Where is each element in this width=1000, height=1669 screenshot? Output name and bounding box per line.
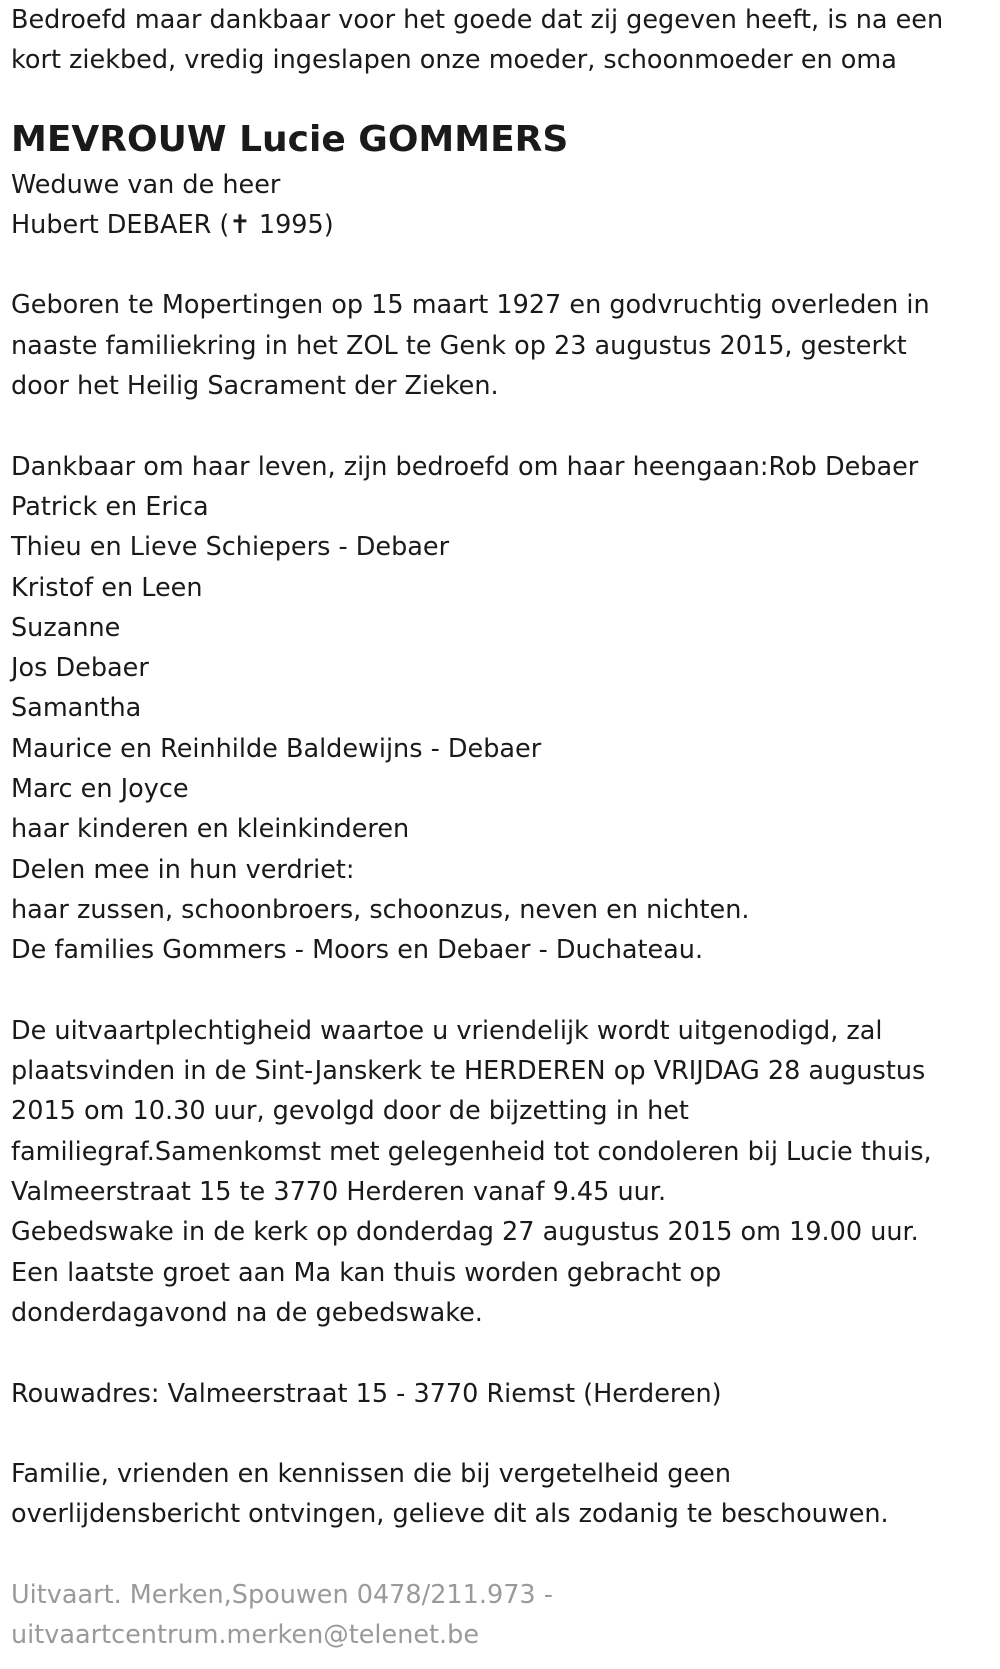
funeral-line: donderdagavond na de gebedswake. <box>11 1297 483 1328</box>
notice-paragraph <box>11 1454 1000 1535</box>
birth-line: door het Heilig Sacrament der Zieken. <box>11 371 499 402</box>
family-line: Samantha <box>11 693 142 724</box>
footer-line: Uitvaart. Merken,Spouwen 0478/211.973 - <box>11 1579 553 1610</box>
funeral-line: Valmeerstraat 15 te 3770 Herderen vanaf 9.45 uur. <box>11 1177 667 1208</box>
funeral-home-footer <box>11 1575 1000 1656</box>
birth-line: naaste familiekring in het ZOL te Genk op 23 augustus 2015, gesterkt <box>11 330 907 361</box>
family-line: Kristof en Leen <box>11 572 203 603</box>
funeral-line: familiegraf.Samenkomst met gelegenheid tot condoleren bij Lucie thuis, <box>11 1136 932 1167</box>
family-line: Dankbaar om haar leven, zijn bedroefd om haar heengaan:Rob Debaer <box>11 451 919 482</box>
notice-line: Familie, vrienden en kennissen die bij vergetelheid geen <box>11 1459 731 1490</box>
paragraph-gap <box>11 1414 1000 1454</box>
paragraph-gap <box>11 971 1000 1011</box>
mourning-address: Rouwadres: Valmeerstraat 15 - 3770 Riemst (Herderen) <box>11 1378 722 1409</box>
funeral-line: Een laatste groet aan Ma kan thuis worden gebracht op <box>11 1257 722 1288</box>
notice-line: overlijdensbericht ontvingen, gelieve dit als zodanig te beschouwen. <box>11 1499 889 1530</box>
paragraph-gap <box>11 245 1000 285</box>
family-line: haar zussen, schoonbroers, schoonzus, neven en nichten. <box>11 894 750 925</box>
deceased-name: MEVROUW Lucie GOMMERS <box>11 118 569 160</box>
funeral-paragraph <box>11 1011 1000 1333</box>
family-line: Thieu en Lieve Schiepers - Debaer <box>11 532 450 563</box>
birth-paragraph <box>11 285 1000 406</box>
family-line: De families Gommers - Moors en Debaer - Duchateau. <box>11 935 704 966</box>
birth-line: Geboren te Mopertingen op 15 maart 1927 en godvruchtig overleden in <box>11 290 930 321</box>
family-line: Marc en Joyce <box>11 774 189 805</box>
paragraph-gap <box>11 1333 1000 1373</box>
spouse-paragraph <box>11 165 1000 246</box>
footer-email: uitvaartcentrum.merken@telenet.be <box>11 1620 480 1651</box>
funeral-line: plaatsvinden in de Sint-Janskerk te HERDEREN op VRIJDAG 28 augustus <box>11 1056 926 1087</box>
spouse-line: Hubert DEBAER (✝ 1995) <box>11 209 334 240</box>
intro-line: Bedroefd maar dankbaar voor het goede dat zij gegeven heeft, is na een <box>11 5 944 35</box>
family-line: Delen mee in hun verdriet: <box>11 854 355 885</box>
family-line: Patrick en Erica <box>11 491 209 522</box>
paragraph-gap <box>11 1535 1000 1575</box>
spouse-line: Weduwe van de heer <box>11 169 281 200</box>
funeral-line: Gebedswake in de kerk op donderdag 27 augustus 2015 om 19.00 uur. <box>11 1217 919 1248</box>
funeral-line: 2015 om 10.30 uur, gevolgd door de bijzetting in het <box>11 1096 689 1127</box>
family-line: Jos Debaer <box>11 653 149 684</box>
family-line: Suzanne <box>11 612 121 643</box>
family-line: Maurice en Reinhilde Baldewijns - Debaer <box>11 733 542 764</box>
intro-paragraph <box>11 0 1000 81</box>
family-line: haar kinderen en kleinkinderen <box>11 814 410 845</box>
funeral-line: De uitvaartplechtigheid waartoe u vriendelijk wordt uitgenodigd, zal <box>11 1015 883 1046</box>
intro-line: kort ziekbed, vredig ingeslapen onze moeder, schoonmoeder en oma <box>11 45 897 76</box>
family-paragraph <box>11 447 1000 971</box>
paragraph-gap <box>11 406 1000 446</box>
